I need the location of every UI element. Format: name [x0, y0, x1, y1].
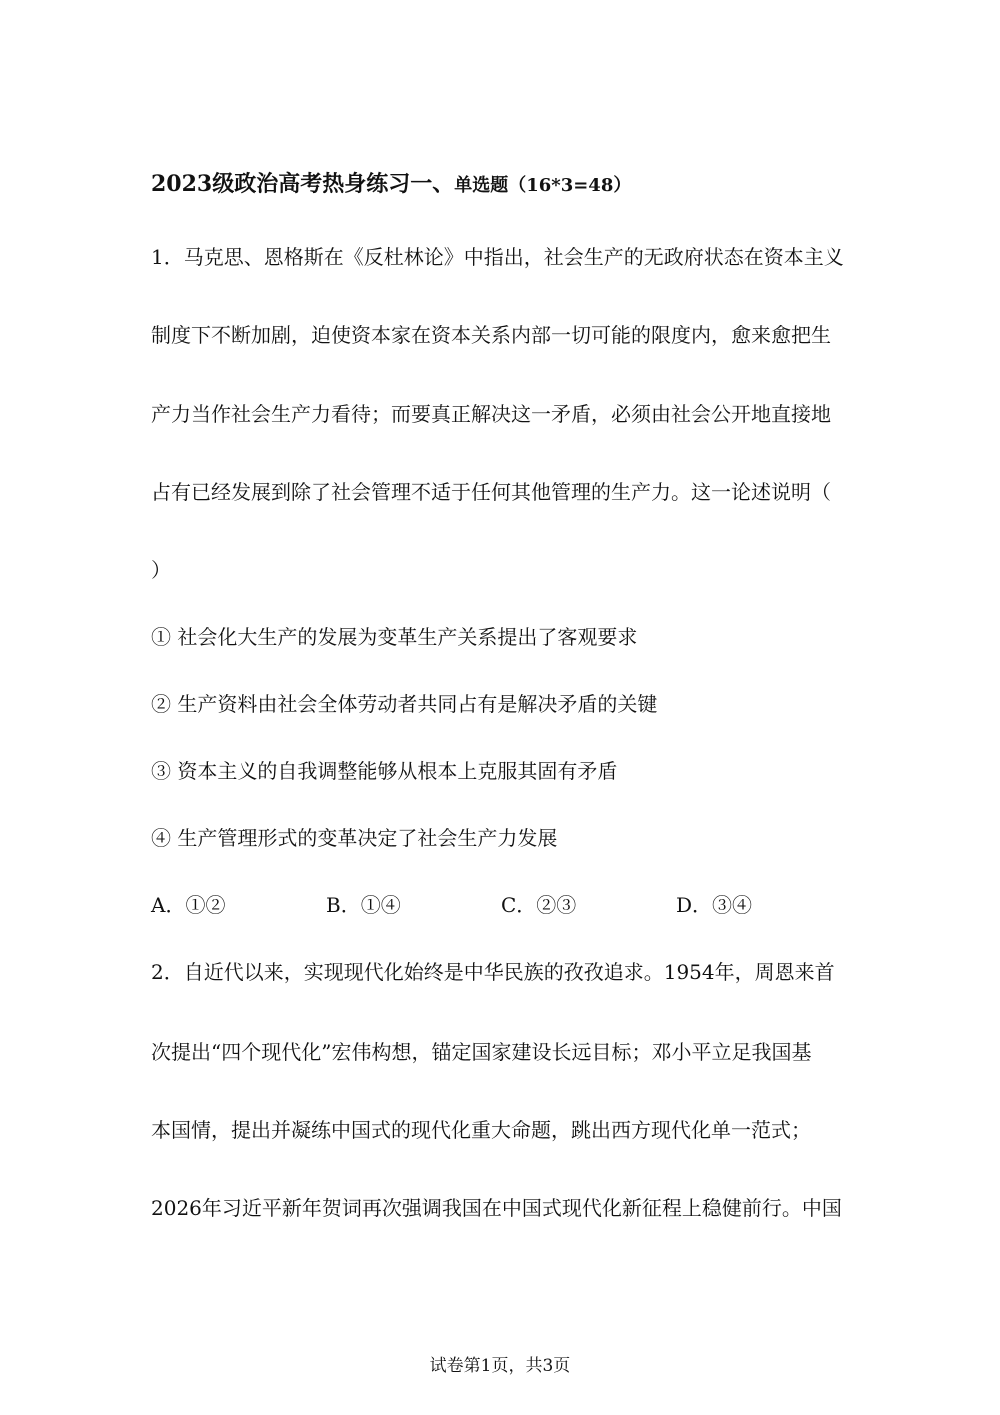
- statement-2: ② 生产资料由社会全体劳动者共同占有是解决矛盾的关键: [151, 692, 658, 716]
- question-1-line-1: 1．马克思、恩格斯在《反杜林论》中指出，社会生产的无政府状态在资本主义: [151, 245, 844, 269]
- option-b: B．①④: [326, 893, 401, 917]
- question-1-line-3: 产力当作社会生产力看待；而要真正解决这一矛盾，必须由社会公开地直接地: [151, 402, 831, 426]
- option-c: C．②③: [501, 893, 577, 917]
- question-2-line-1: 2．自近代以来，实现现代化始终是中华民族的孜孜追求。1954年，周恩来首: [151, 960, 835, 984]
- option-a: A．①②: [151, 893, 226, 917]
- answer-options: [151, 893, 752, 917]
- page-footer: 试卷第1页，共3页: [429, 1356, 571, 1376]
- question-1-line-2: 制度下不断加剧，迫使资本家在资本关系内部一切可能的限度内，愈来愈把生: [151, 323, 831, 347]
- question-2-line-3: 本国情，提出并凝练中国式的现代化重大命题，跳出西方现代化单一范式；: [151, 1118, 811, 1142]
- title-section: 单选题（16*3=48）: [454, 175, 632, 196]
- statement-1: ① 社会化大生产的发展为变革生产关系提出了客观要求: [151, 625, 638, 649]
- question-2-line-4: 2026年习近平新年贺词再次强调我国在中国式现代化新征程上稳健前行。中国: [151, 1196, 842, 1220]
- question-2-line-2: 次提出“四个现代化”宏伟构想，锚定国家建设长远目标；邓小平立足我国基: [151, 1040, 812, 1064]
- title-main: 2023级政治高考热身练习一、: [151, 171, 455, 197]
- page-title: [151, 172, 631, 198]
- statement-4: ④ 生产管理形式的变革决定了社会生产力发展: [151, 826, 558, 850]
- statement-3: ③ 资本主义的自我调整能够从根本上克服其固有矛盾: [151, 759, 618, 783]
- question-1-line-5: ）: [151, 558, 171, 582]
- question-1-line-4: 占有已经发展到除了社会管理不适于任何其他管理的生产力。这一论述说明（: [151, 480, 831, 504]
- option-d: D．③④: [676, 893, 753, 917]
